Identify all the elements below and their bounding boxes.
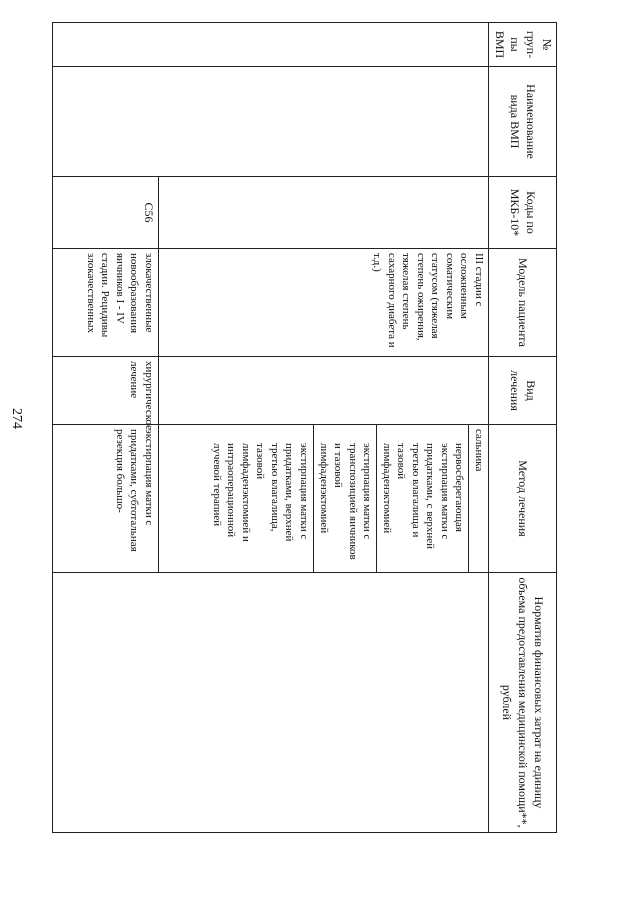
cell-treatment-methods <box>53 425 159 573</box>
header-icd-codes: Коды по МКБ-10* <box>488 177 556 249</box>
cell-group-no <box>53 23 489 67</box>
method-item: экстирпация матки с транспозицией яичников и тазовой лимфаденэктомией <box>313 425 376 572</box>
header-row <box>488 23 556 833</box>
header-group-no: № груп-пы ВМП <box>488 23 556 67</box>
cell-patient-model: III стадии с осложненным соматическим статусом (тяжелая степень ожирения, тяжелая степень сахарного диабета и т.д.) <box>158 249 488 357</box>
cell-treatment-type <box>158 357 488 425</box>
table-row <box>158 23 488 833</box>
method-item: экстирпация матки с придатками, субтотальная резекция большо- <box>113 429 155 552</box>
header-treatment-type: Вид лечения <box>488 357 556 425</box>
header-cost-norm: Норматив финансовых затрат на единицу объема предоставления медицинской помощи**, рублей <box>488 573 556 833</box>
header-patient-model: Модель пациента <box>488 249 556 357</box>
cell-treatment-methods <box>158 425 488 573</box>
cell-cost-norm <box>53 573 489 833</box>
method-item: нервосберегающая экстирпация матки с придатками, с верхней третью влагалища и тазовой лимфаденэктомией <box>376 425 468 572</box>
cell-patient-model: злокачественные новообразования яичников I - IV стадии. Рецидивы злокачественных <box>53 249 159 357</box>
vmp-table <box>52 22 557 833</box>
cell-vmp-name <box>53 67 489 177</box>
header-vmp-name: Наименование вида ВМП <box>488 67 556 177</box>
method-item: сальника <box>468 425 488 572</box>
method-item: экстирпация матки с придатками, верхней третью влагалища, тазовой лимфаденэктомией и интраоперационной лучевой терапией <box>210 443 311 542</box>
rotated-table-wrapper <box>52 22 557 832</box>
cell-icd-code <box>158 177 488 249</box>
cell-icd-code: C56 <box>53 177 159 249</box>
page-number: 274 <box>9 408 24 429</box>
header-treatment-method: Метод лечения <box>488 425 556 573</box>
cell-treatment-type: хирургическое лечение <box>53 357 159 425</box>
